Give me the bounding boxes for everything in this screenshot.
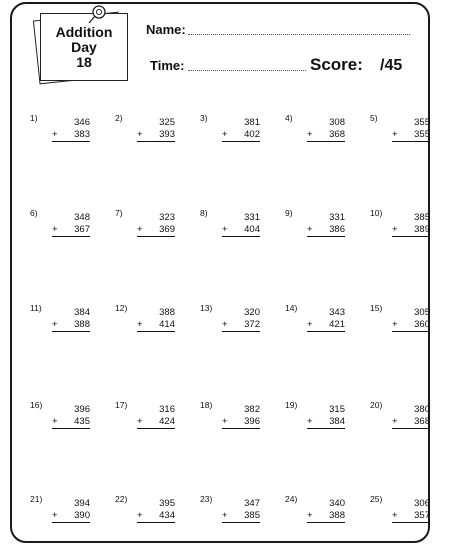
title-card [40,13,128,81]
problem-number: 24) [285,494,298,504]
name-field[interactable] [188,34,410,35]
problem-item [285,400,355,440]
problem-item [370,400,440,440]
time-label: Time: [150,58,185,73]
second-addend: 434 [159,510,175,521]
first-addend: 315 [329,404,345,415]
first-addend: 384 [74,307,90,318]
second-addend: 355 [414,129,430,140]
plus-operator: + [307,416,313,427]
title-line-3: 18 [76,53,92,70]
problem-number: 4) [285,113,293,123]
first-addend: 385 [414,212,430,223]
first-addend: 355 [414,117,430,128]
first-addend: 323 [159,212,175,223]
pushpin-icon [86,4,108,26]
first-addend: 308 [329,117,345,128]
second-addend-line [392,224,430,237]
first-addend: 306 [414,498,430,509]
first-addend: 347 [244,498,260,509]
second-addend-line [392,510,430,523]
time-field[interactable] [188,70,306,71]
plus-operator: + [137,510,143,521]
first-addend: 305 [414,307,430,318]
problem-number: 12) [115,303,128,313]
second-addend: 368 [414,416,430,427]
plus-operator: + [137,416,143,427]
second-addend-line [222,224,260,237]
plus-operator: + [137,224,143,235]
second-addend: 435 [74,416,90,427]
problem-number: 17) [115,400,128,410]
plus-operator: + [392,224,398,235]
problem-item [285,494,355,534]
plus-operator: + [392,129,398,140]
problem-number: 20) [370,400,383,410]
plus-operator: + [222,129,228,140]
problem-number: 5) [370,113,378,123]
problem-number: 13) [200,303,213,313]
second-addend-line [307,510,345,523]
plus-operator: + [52,416,58,427]
second-addend-line [392,416,430,429]
name-label: Name: [146,22,186,37]
second-addend: 369 [159,224,175,235]
second-addend: 388 [329,510,345,521]
plus-operator: + [222,510,228,521]
problem-number: 19) [285,400,298,410]
problem-number: 8) [200,208,208,218]
problem-number: 7) [115,208,123,218]
first-addend: 320 [244,307,260,318]
second-addend-line [392,129,430,142]
second-addend: 414 [159,319,175,330]
second-addend-line [222,319,260,332]
problem-item [115,113,185,153]
first-addend: 346 [74,117,90,128]
problem-item [200,208,270,248]
second-addend: 386 [329,224,345,235]
second-addend: 383 [74,129,90,140]
second-addend: 402 [244,129,260,140]
title-line-2: Day [71,38,97,55]
second-addend: 384 [329,416,345,427]
plus-operator: + [392,319,398,330]
second-addend-line [307,129,345,142]
first-addend: 382 [244,404,260,415]
first-addend: 388 [159,307,175,318]
plus-operator: + [307,510,313,521]
second-addend-line [137,224,175,237]
first-addend: 343 [329,307,345,318]
problem-number: 16) [30,400,43,410]
first-addend: 348 [74,212,90,223]
plus-operator: + [137,319,143,330]
problem-number: 9) [285,208,293,218]
problem-number: 14) [285,303,298,313]
second-addend: 396 [244,416,260,427]
first-addend: 325 [159,117,175,128]
first-addend: 340 [329,498,345,509]
second-addend: 367 [74,224,90,235]
plus-operator: + [307,319,313,330]
plus-operator: + [52,510,58,521]
problem-item [200,494,270,534]
second-addend-line [52,416,90,429]
problem-item [200,400,270,440]
problem-item [115,208,185,248]
second-addend-line [137,319,175,332]
problem-item [370,303,440,343]
problem-number: 15) [370,303,383,313]
first-addend: 395 [159,498,175,509]
problem-item [30,113,100,153]
second-addend-line [137,416,175,429]
problem-item [115,494,185,534]
plus-operator: + [222,319,228,330]
problem-number: 2) [115,113,123,123]
first-addend: 396 [74,404,90,415]
second-addend-line [52,510,90,523]
first-addend: 316 [159,404,175,415]
second-addend: 360 [414,319,430,330]
second-addend-line [137,129,175,142]
problem-item [30,400,100,440]
problem-number: 22) [115,494,128,504]
second-addend: 421 [329,319,345,330]
second-addend-line [307,416,345,429]
second-addend-line [137,510,175,523]
plus-operator: + [222,416,228,427]
second-addend-line [52,224,90,237]
second-addend: 390 [74,510,90,521]
problem-item [115,303,185,343]
plus-operator: + [52,319,58,330]
plus-operator: + [222,224,228,235]
plus-operator: + [52,224,58,235]
second-addend: 389 [414,224,430,235]
problem-item [200,303,270,343]
second-addend: 385 [244,510,260,521]
problem-number: 21) [30,494,43,504]
second-addend-line [222,129,260,142]
first-addend: 381 [244,117,260,128]
first-addend: 331 [329,212,345,223]
plus-operator: + [52,129,58,140]
problem-number: 25) [370,494,383,504]
problem-item [115,400,185,440]
problem-item [370,208,440,248]
problem-item [200,113,270,153]
problem-item [370,113,440,153]
problem-item [370,494,440,534]
second-addend: 424 [159,416,175,427]
first-addend: 394 [74,498,90,509]
second-addend: 404 [244,224,260,235]
plus-operator: + [307,129,313,140]
problem-number: 11) [30,303,42,313]
problem-item [30,303,100,343]
second-addend-line [307,224,345,237]
second-addend: 393 [159,129,175,140]
title-line-1: Addition [55,23,113,40]
problem-item [30,208,100,248]
second-addend-line [222,416,260,429]
second-addend: 372 [244,319,260,330]
problem-item [30,494,100,534]
plus-operator: + [137,129,143,140]
plus-operator: + [392,510,398,521]
problem-number: 3) [200,113,208,123]
second-addend-line [307,319,345,332]
second-addend: 357 [414,510,430,521]
problem-number: 6) [30,208,38,218]
second-addend-line [52,319,90,332]
worksheet-border [10,2,430,543]
problem-item [285,113,355,153]
second-addend-line [52,129,90,142]
second-addend: 388 [74,319,90,330]
first-addend: 380 [414,404,430,415]
problem-item [285,208,355,248]
plus-operator: + [307,224,313,235]
plus-operator: + [392,416,398,427]
problem-number: 10) [370,208,383,218]
second-addend: 368 [329,129,345,140]
problem-number: 18) [200,400,213,410]
first-addend: 331 [244,212,260,223]
problem-number: 23) [200,494,213,504]
second-addend-line [392,319,430,332]
score-label: Score: [310,55,363,74]
score-total: /45 [380,57,403,74]
problem-number: 1) [30,113,38,123]
problem-item [285,303,355,343]
second-addend-line [222,510,260,523]
